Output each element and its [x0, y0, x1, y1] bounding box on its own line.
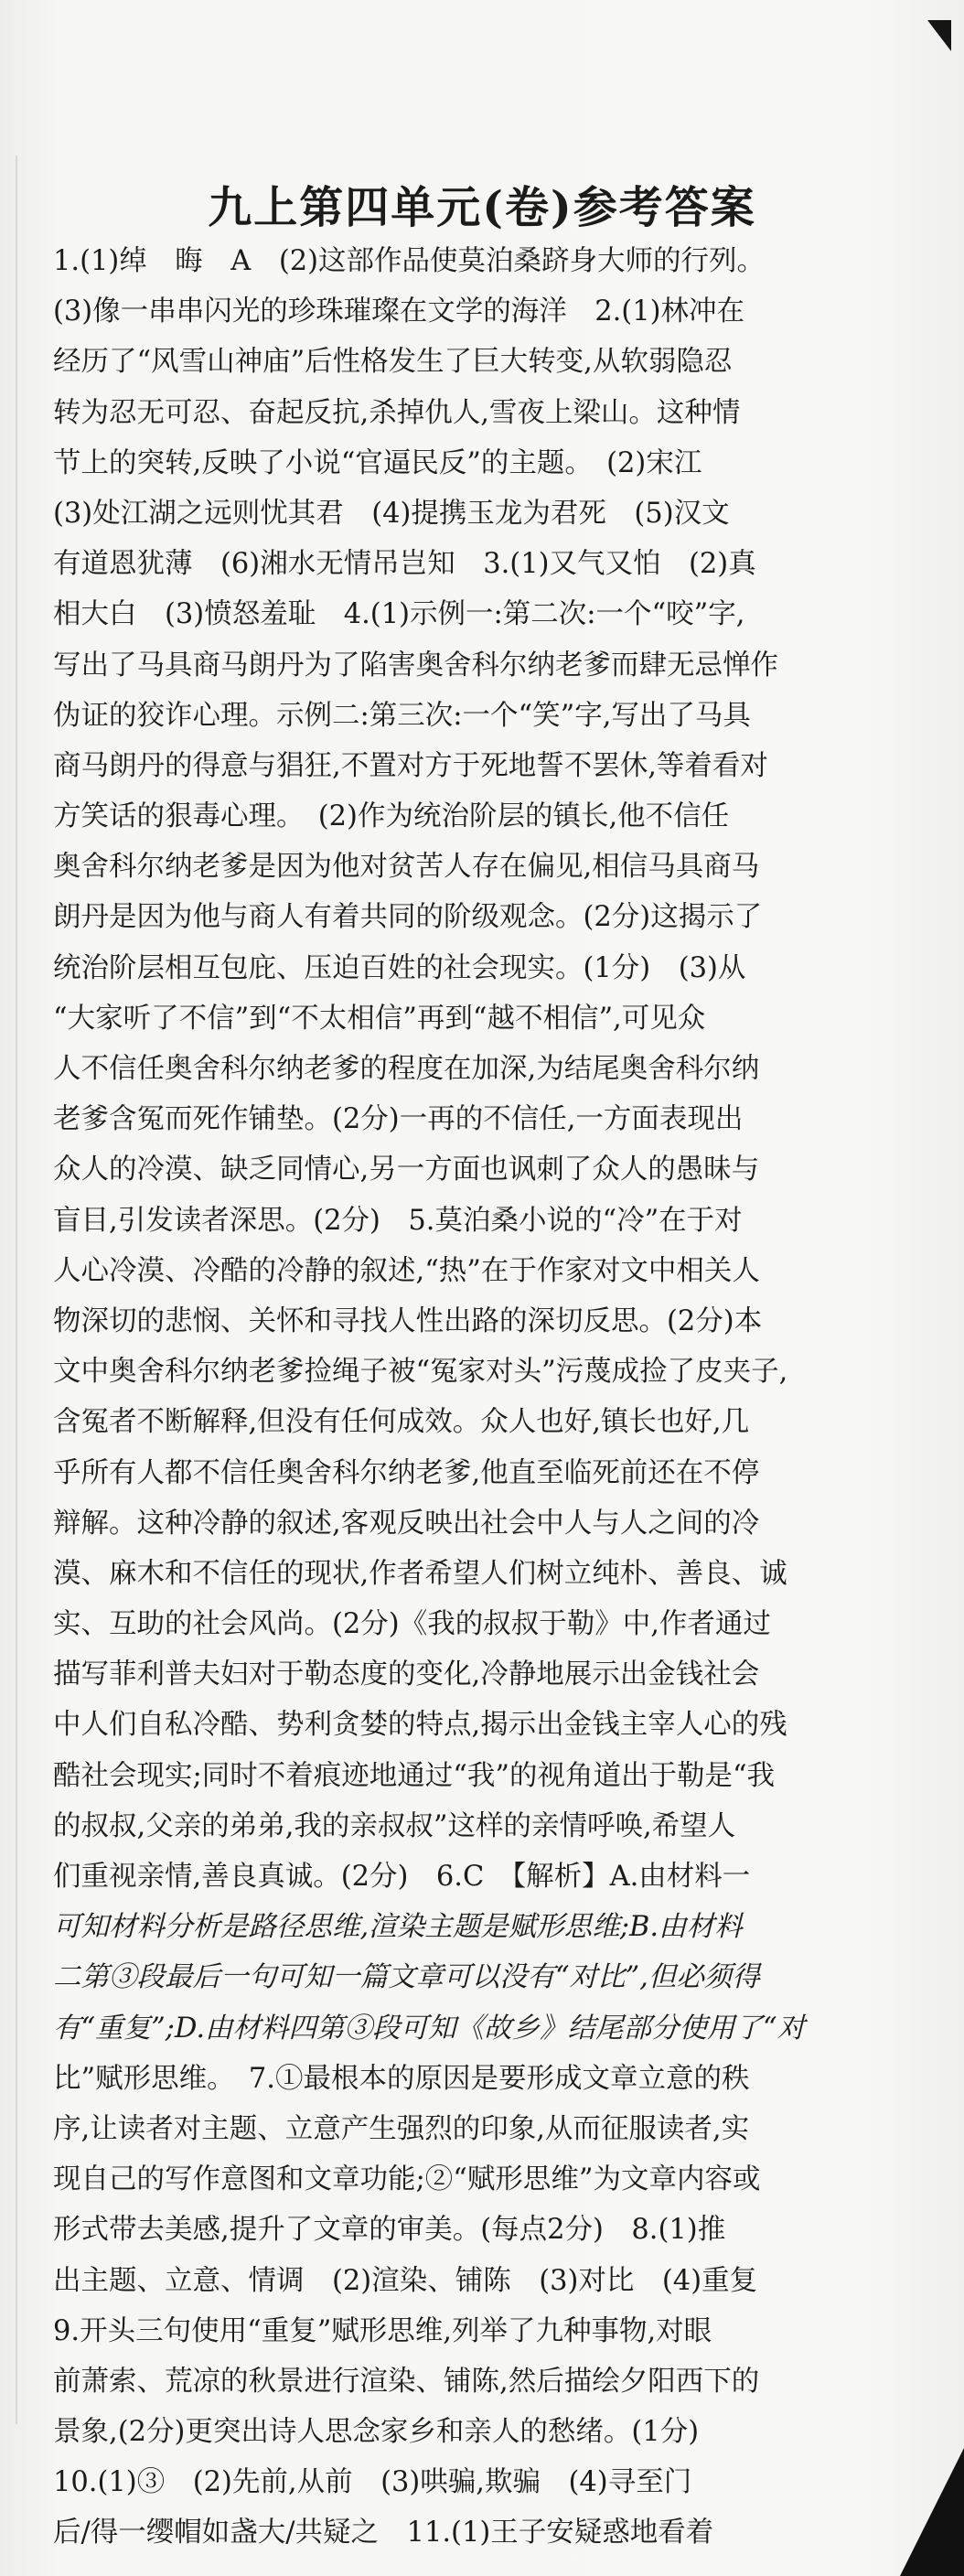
- text-line: 人不信任奥舍科尔纳老爹的程度在加深,为结尾奥舍科尔纳: [53, 1053, 760, 1085]
- analysis-line: 可知材料分析是路径思维,渲染主题是赋形思维;B.由材料: [53, 1911, 743, 1944]
- text-line: 实、互助的社会风尚。(2分)《我的叔叔于勒》中,作者通过: [53, 1608, 771, 1641]
- text-line: 形式带去美感,提升了文章的审美。(每点2分) 8.(1)推: [53, 2214, 726, 2247]
- answer-body: [53, 236, 840, 2559]
- text-line: 比”赋形思维。 7.①最根本的原因是要形成文章立意的秩: [53, 2062, 750, 2095]
- text-line: 10.(1)③ (2)先前,从前 (3)哄骗,欺骗 (4)寻至门: [53, 2466, 692, 2499]
- page-corner-mark-top: [927, 20, 951, 51]
- text-line: 相大白 (3)愤怒羞耻 4.(1)示例一:第二次:一个“咬”字,: [53, 598, 745, 631]
- text-line: 有道恩犹薄 (6)湘水无情吊岂知 3.(1)又气又怕 (2)真: [53, 548, 756, 581]
- text-line: 辩解。这种冷静的叙述,客观反映出社会中人与人之间的冷: [53, 1507, 760, 1540]
- text-line: 经历了“风雪山神庙”后性格发生了巨大转变,从软弱隐忍: [53, 346, 733, 379]
- text-line: 人心冷漠、冷酷的冷静的叙述,“热”在于作家对文中相关人: [53, 1254, 760, 1287]
- text-line: 9.开头三句使用“重复”赋形思维,列举了九种事物,对眼: [53, 2314, 712, 2347]
- text-line: 们重视亲情,善良真诚。(2分) 6.C 【解析】A.由材料一: [53, 1861, 751, 1893]
- text-line: 1.(1)绰 晦 A (2)这部作品使莫泊桑跻身大师的行列。: [53, 245, 766, 277]
- text-line: 描写菲利普夫妇对于勒态度的变化,冷静地展示出金钱社会: [53, 1658, 760, 1691]
- text-line: 盲目,引发读者深思。(2分) 5.莫泊桑小说的“冷”在于对: [53, 1204, 743, 1237]
- text-line: 转为忍无可忍、奋起反抗,杀掉仇人,雪夜上梁山。这种情: [53, 396, 741, 429]
- text-line: 众人的冷漠、缺乏同情心,另一方面也讽刺了众人的愚昧与: [53, 1154, 760, 1186]
- text-line: “大家听了不信”到“不太相信”再到“越不相信”,可见众: [53, 1002, 706, 1035]
- binding-edge: [16, 156, 17, 2424]
- text-line: 的叔叔,父亲的弟弟,我的亲叔叔”这样的亲情呼唤,希望人: [53, 1809, 736, 1842]
- text-line: 中人们自私冷酷、势利贪婪的特点,揭示出金钱主宰人心的残: [53, 1709, 787, 1742]
- text-line: 后/得一缨帽如盏大/共疑之 11.(1)王子安疑惑地看着: [53, 2517, 714, 2549]
- text-line: 伪证的狡诈心理。示例二:第三次:一个“笑”字,写出了马具: [53, 699, 751, 732]
- text-line: 写出了马具商马朗丹为了陷害奥舍科尔纳老爹而肆无忌惮作: [53, 649, 778, 682]
- text-line: (3)处江湖之远则忧其君 (4)提携玉龙为君死 (5)汉文: [53, 497, 730, 530]
- text-line: 漠、麻木和不信任的现状,作者希望人们树立纯朴、善良、诚: [53, 1557, 787, 1590]
- text-line: 节上的突转,反映了小说“官逼民反”的主题。 (2)宋江: [53, 446, 702, 479]
- text-line: 方笑话的狠毒心理。 (2)作为统治阶层的镇长,他不信任: [53, 800, 730, 833]
- text-line: (3)像一串串闪光的珍珠璀璨在文学的海洋 2.(1)林冲在: [53, 295, 745, 328]
- text-line: 老爹含冤而死作铺垫。(2分)一再的不信任,一方面表现出: [53, 1103, 744, 1136]
- analysis-line: 有“重复”;D.由材料四第③段可知《故乡》结尾部分使用了“对: [53, 2012, 806, 2045]
- text-line: 前萧索、荒凉的秋景进行渲染、铺陈,然后描绘夕阳西下的: [53, 2365, 760, 2398]
- text-line: 乎所有人都不信任奥舍科尔纳老爹,他直至临死前还在不停: [53, 1456, 760, 1489]
- text-line: 现自己的写作意图和文章功能;②“赋形思维”为文章内容或: [53, 2163, 761, 2196]
- page-corner-mark-bottom: [900, 2448, 964, 2576]
- text-line: 景象,(2分)更突出诗人思念家乡和亲人的愁绪。(1分): [53, 2416, 700, 2449]
- text-line: 序,让读者对主题、立意产生强烈的印象,从而征服读者,实: [53, 2112, 750, 2145]
- page-title: 九上第四单元(卷)参考答案: [208, 182, 756, 233]
- text-line: 统治阶层相互包庇、压迫百姓的社会现实。(1分) (3)从: [53, 951, 746, 984]
- analysis-line: 二第③段最后一句可知一篇文章可以没有“对比”,但必须得: [53, 1961, 760, 1994]
- text-line: 文中奥舍科尔纳老爹捡绳子被“冤家对头”污蔑成捡了皮夹子,: [53, 1356, 788, 1389]
- text-line: 奥舍科尔纳老爹是因为他对贫苦人存在偏见,相信马具商马: [53, 851, 760, 884]
- text-line: 物深切的悲悯、关怀和寻找人性出路的深切反思。(2分)本: [53, 1304, 763, 1337]
- text-line: 商马朗丹的得意与猖狂,不置对方于死地誓不罢休,等着看对: [53, 749, 768, 782]
- text-line: 含冤者不断解释,但没有任何成效。众人也好,镇长也好,几: [53, 1406, 750, 1439]
- text-line: 朗丹是因为他与商人有着共同的阶级观念。(2分)这揭示了: [53, 901, 763, 934]
- text-line: 出主题、立意、情调 (2)渲染、铺陈 (3)对比 (4)重复: [53, 2264, 758, 2297]
- text-line: 酷社会现实;同时不着痕迹地通过“我”的视角道出于勒是“我: [53, 1759, 776, 1792]
